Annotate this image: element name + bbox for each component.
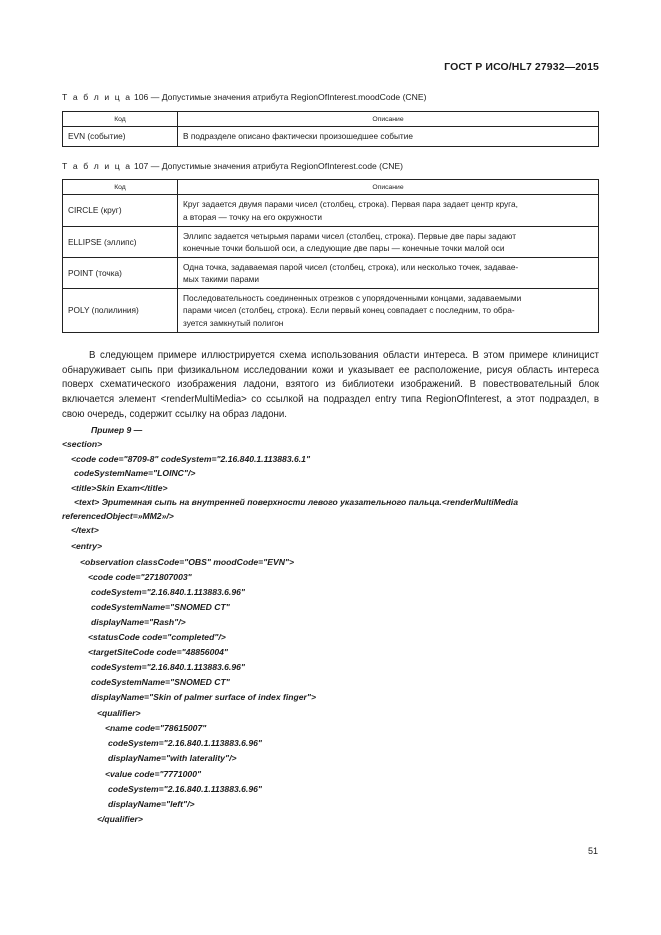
table-row	[63, 227, 599, 258]
code-line: displayName="with laterality"/>	[108, 753, 237, 763]
code-line: codeSystemName="SNOMED CT"	[91, 677, 230, 687]
caption-text: 107 — Допустимые значения атрибута RegionOfInterest.code (CNE)	[131, 161, 404, 171]
column-header-description: Описание	[178, 112, 599, 127]
column-header-description: Описание	[178, 180, 599, 195]
code-line: <entry>	[71, 541, 103, 551]
description-line: Эллипс задается четырьмя парами чисел (столбец, строка). Первые две пары задают	[183, 230, 517, 241]
description-line: а вторая — точку на его окружности	[183, 211, 322, 222]
table-row	[63, 195, 599, 227]
code-line: </qualifier>	[97, 814, 143, 824]
body-paragraph: В следующем примере иллюстрируется схема использования области интереса. В этом примере клиницист обнаруживает сыпь при физикальном исследовании кожи и указывает ее расположение, рисуя область интереса поверх схематического изображения ладони, взятого из библиотеки изображений. В повествовательный блок включается элемент <renderMultiMedia> со ссылкой на подраздел entry типа RegionOfInterest, а этот подраздел, в свою очередь, содержит ссылку на образ ладони.	[62, 350, 599, 420]
example-label: Пример 9 —	[91, 425, 143, 435]
code-cell: POINT (точка)	[63, 258, 178, 289]
description-line: мых такими парами	[183, 274, 260, 284]
code-line: displayName="Rash"/>	[91, 617, 186, 627]
description-line: парами чисел (столбец, строка). Если первый конец совпадает с последним, то обра-	[183, 305, 515, 316]
description-line: зуется замкнутый полигон	[183, 317, 284, 328]
table-row	[63, 127, 599, 147]
code-line: displayName="left"/>	[108, 799, 195, 809]
description-cell: В подразделе описано фактически произошедшее событие	[178, 127, 599, 147]
description-line: Последовательность соединенных отрезков с упорядоченными концами, задаваемыми	[183, 292, 522, 303]
code-line: <name code="78615007"	[105, 723, 207, 733]
description-cell	[178, 227, 599, 258]
code-line: codeSystemName="LOINC"/>	[74, 468, 196, 478]
code-line: <observation classCode="OBS" moodCode="EVN">	[80, 557, 295, 567]
code-line: <code code="271807003"	[88, 572, 192, 582]
description-cell	[178, 289, 599, 333]
code-line: <title>Skin Exam</title>	[71, 483, 168, 493]
table-row	[63, 289, 599, 333]
code-line: <statusCode code="completed"/>	[88, 632, 226, 642]
code-line: <qualifier>	[97, 708, 141, 718]
caption-prefix: Т а б л и ц а	[62, 92, 132, 102]
table-107-caption	[62, 161, 403, 171]
caption-text: 106 — Допустимые значения атрибута RegionOfInterest.moodCode (CNE)	[131, 92, 427, 102]
code-cell: CIRCLE (круг)	[63, 195, 178, 227]
code-line: <code code="8709-8" codeSystem="2.16.840.1.113883.6.1"	[71, 454, 311, 464]
code-line: referencedObject=»MM2»/>	[62, 511, 174, 521]
code-cell: ELLIPSE (эллипс)	[63, 227, 178, 258]
description-line: Одна точка, задаваемая парой чисел (столбец, строка), или несколько точек, задавае-	[183, 261, 519, 272]
description-line: Круг задается двумя парами чисел (столбец, строка). Первая пара задает центр круга,	[183, 199, 518, 209]
standard-header: ГОСТ Р ИСО/HL7 27932—2015	[444, 61, 599, 73]
code-line: codeSystem="2.16.840.1.113883.6.96"	[91, 587, 245, 597]
code-line: <text> Эритемная сыпь на внутренней поверхности левого указательного пальца.<renderMultiMedia	[74, 497, 518, 507]
caption-prefix: Т а б л и ц а	[62, 161, 132, 171]
code-line: codeSystem="2.16.840.1.113883.6.96"	[108, 738, 262, 748]
code-line: codeSystemName="SNOMED CT"	[91, 602, 230, 612]
description-cell	[178, 195, 599, 227]
code-line: <section>	[62, 439, 103, 449]
table-row	[63, 258, 599, 289]
code-line: <value code="7771000"	[105, 769, 202, 779]
column-header-code: Код	[63, 180, 178, 195]
description-cell	[178, 258, 599, 289]
code-cell: POLY (полилиния)	[63, 289, 178, 333]
table-107	[62, 179, 599, 333]
code-line: </text>	[71, 525, 99, 535]
code-line: <targetSiteCode code="48856004"	[88, 647, 228, 657]
page-number: 51	[587, 846, 598, 856]
code-cell: EVN (событие)	[63, 127, 178, 147]
code-line: codeSystem="2.16.840.1.113883.6.96"	[108, 784, 262, 794]
table-106	[62, 111, 599, 147]
description-line: конечные точки большой оси, а следующие две пары — конечные точки малой оси	[183, 243, 505, 253]
column-header-code: Код	[63, 112, 178, 127]
code-line: displayName="Skin of palmer surface of index finger">	[91, 692, 316, 702]
table-106-caption	[62, 92, 426, 102]
code-line: codeSystem="2.16.840.1.113883.6.96"	[91, 662, 245, 672]
